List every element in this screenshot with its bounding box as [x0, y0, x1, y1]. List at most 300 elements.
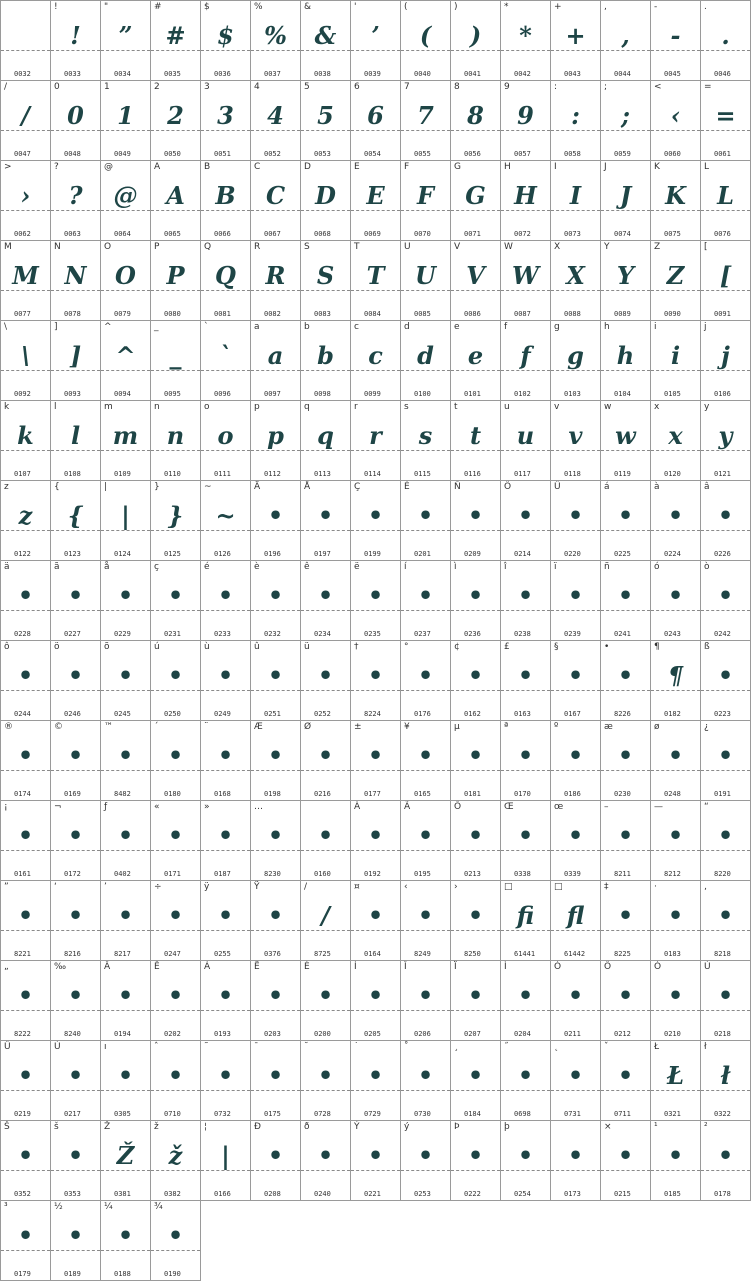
glyph-cell-0058[interactable] — [551, 81, 601, 161]
char-code: 0043 — [564, 70, 581, 78]
glyph-cell-0225[interactable] — [601, 481, 651, 561]
char-code: 0071 — [464, 230, 481, 238]
char-label: A — [154, 162, 161, 172]
glyph-cell-0204[interactable] — [501, 961, 551, 1041]
glyph-cell-0184[interactable] — [451, 1041, 501, 1121]
glyph-cell-0163[interactable] — [501, 641, 551, 721]
glyph-cell-0255[interactable] — [201, 881, 251, 961]
glyph-cell-0038[interactable] — [301, 1, 351, 81]
glyph-cell-0114[interactable] — [351, 401, 401, 481]
glyph-cell-8249[interactable] — [401, 881, 451, 961]
char-code: 0230 — [614, 790, 631, 798]
glyph-cell-0197[interactable] — [301, 481, 351, 561]
glyph-cell-0206[interactable] — [401, 961, 451, 1041]
glyph-cell-0108[interactable] — [51, 401, 101, 481]
glyph-cell-0729[interactable] — [351, 1041, 401, 1121]
glyph-cell-0242[interactable] — [701, 561, 751, 641]
glyph-cell-0244[interactable] — [1, 641, 51, 721]
glyph-cell-0051[interactable] — [201, 81, 251, 161]
glyph-cell-0207[interactable] — [451, 961, 501, 1041]
glyph-cell-0085[interactable] — [401, 241, 451, 321]
glyph-cell-0055[interactable] — [401, 81, 451, 161]
char-code: 0034 — [114, 70, 131, 78]
glyph-cell-8211[interactable] — [601, 801, 651, 881]
char-label: E — [354, 162, 360, 172]
glyph-cell-0236[interactable] — [451, 561, 501, 641]
char-code: 0046 — [714, 70, 731, 78]
char-code: 0111 — [214, 470, 231, 478]
glyph-cell-0094[interactable] — [101, 321, 151, 401]
glyph-cell-0213[interactable] — [451, 801, 501, 881]
glyph-cell-0090[interactable] — [651, 241, 701, 321]
char-code: 0055 — [414, 150, 431, 158]
glyph-cell-0076[interactable] — [701, 161, 751, 241]
glyph-cell-0091[interactable] — [701, 241, 751, 321]
glyph-cell-0123[interactable] — [51, 481, 101, 561]
glyph-cell-0164[interactable] — [351, 881, 401, 961]
glyph-cell-0222[interactable] — [451, 1121, 501, 1201]
glyph-cell-0224[interactable] — [651, 481, 701, 561]
glyph-cell-0182[interactable] — [651, 641, 701, 721]
glyph-cell-0322[interactable] — [701, 1041, 751, 1121]
glyph-cell-0102[interactable] — [501, 321, 551, 401]
glyph-cell-0162[interactable] — [451, 641, 501, 721]
glyph-cell-0193[interactable] — [201, 961, 251, 1041]
glyph-cell-0175[interactable] — [251, 1041, 301, 1121]
glyph-cell-0100[interactable] — [401, 321, 451, 401]
glyph-cell-0109[interactable] — [101, 401, 151, 481]
glyph-cell-8225[interactable] — [601, 881, 651, 961]
glyph-cell-0217[interactable] — [51, 1041, 101, 1121]
glyph-cell-0080[interactable] — [151, 241, 201, 321]
glyph-preview: • — [217, 821, 234, 850]
char-code: 0050 — [164, 150, 181, 158]
glyph-cell-0105[interactable] — [651, 321, 701, 401]
glyph-cell-0172[interactable] — [51, 801, 101, 881]
glyph-cell-0200[interactable] — [301, 961, 351, 1041]
glyph-cell-0087[interactable] — [501, 241, 551, 321]
glyph-cell-0066[interactable] — [201, 161, 251, 241]
glyph-cell-0710[interactable] — [151, 1041, 201, 1121]
glyph-cell-0160[interactable] — [301, 801, 351, 881]
glyph-cell-0041[interactable] — [451, 1, 501, 81]
glyph-cell-0238[interactable] — [501, 561, 551, 641]
glyph-preview: • — [667, 581, 684, 610]
char-label: W — [504, 242, 513, 252]
glyph-cell-0062[interactable] — [1, 161, 51, 241]
glyph-cell-0215[interactable] — [601, 1121, 651, 1201]
glyph-cell-0057[interactable] — [501, 81, 551, 161]
glyph-preview: • — [417, 901, 434, 930]
char-code: 0165 — [414, 790, 431, 798]
glyph-cell-0339[interactable] — [551, 801, 601, 881]
glyph-cell-0064[interactable] — [101, 161, 151, 241]
glyph-cell-0180[interactable] — [151, 721, 201, 801]
glyph-cell-0110[interactable] — [151, 401, 201, 481]
glyph-cell-0731[interactable] — [551, 1041, 601, 1121]
glyph-cell-61442[interactable] — [551, 881, 601, 961]
char-label: ¾ — [154, 1202, 163, 1212]
char-label: ˇ — [604, 1042, 609, 1052]
glyph-cell-8216[interactable] — [51, 881, 101, 961]
glyph-cell-0232[interactable] — [251, 561, 301, 641]
glyph-cell-0077[interactable] — [1, 241, 51, 321]
glyph-cell-0230[interactable] — [601, 721, 651, 801]
glyph-cell-0231[interactable] — [151, 561, 201, 641]
glyph-cell-0063[interactable] — [51, 161, 101, 241]
char-code: 0051 — [214, 150, 231, 158]
char-label: — — [654, 802, 663, 812]
char-code: 0731 — [564, 1110, 581, 1118]
glyph-cell-0221[interactable] — [351, 1121, 401, 1201]
glyph-cell-0196[interactable] — [251, 481, 301, 561]
glyph-cell-0352[interactable] — [1, 1121, 51, 1201]
glyph-cell-0061[interactable] — [701, 81, 751, 161]
glyph-cell-0103[interactable] — [551, 321, 601, 401]
glyph-cell-61441[interactable] — [501, 881, 551, 961]
glyph-cell-0202[interactable] — [151, 961, 201, 1041]
glyph-cell-0376[interactable] — [251, 881, 301, 961]
glyph-cell-0049[interactable] — [101, 81, 151, 161]
glyph-cell-0192[interactable] — [351, 801, 401, 881]
char-code: 0382 — [164, 1190, 181, 1198]
glyph-cell-0173[interactable] — [551, 1121, 601, 1201]
glyph-cell-0107[interactable] — [1, 401, 51, 481]
char-code: 0094 — [114, 390, 131, 398]
char-code: 0053 — [314, 150, 331, 158]
glyph-cell-0050[interactable] — [151, 81, 201, 161]
glyph-cell-0209[interactable] — [451, 481, 501, 561]
glyph-cell-0126[interactable] — [201, 481, 251, 561]
glyph-cell-0073[interactable] — [551, 161, 601, 241]
glyph-cell-0046[interactable] — [701, 1, 751, 81]
glyph-cell-0177[interactable] — [351, 721, 401, 801]
glyph-cell-0235[interactable] — [351, 561, 401, 641]
glyph-cell-0170[interactable] — [501, 721, 551, 801]
glyph-cell-0237[interactable] — [401, 561, 451, 641]
glyph-cell-8217[interactable] — [101, 881, 151, 961]
char-code: 0237 — [414, 630, 431, 638]
glyph-cell-0228[interactable] — [1, 561, 51, 641]
char-label: ó — [654, 562, 660, 572]
glyph-cell-0101[interactable] — [451, 321, 501, 401]
glyph-cell-0168[interactable] — [201, 721, 251, 801]
char-label: t — [454, 402, 458, 412]
glyph-cell-0113[interactable] — [301, 401, 351, 481]
glyph-cell-8725[interactable] — [301, 881, 351, 961]
glyph-cell-0732[interactable] — [201, 1041, 251, 1121]
char-label: ] — [54, 322, 58, 332]
glyph-cell-0036[interactable] — [201, 1, 251, 81]
glyph-cell-0174[interactable] — [1, 721, 51, 801]
glyph-cell-0037[interactable] — [251, 1, 301, 81]
glyph-cell-0097[interactable] — [251, 321, 301, 401]
char-label: º — [554, 722, 559, 732]
glyph-cell-0112[interactable] — [251, 401, 301, 481]
glyph-preview: ” — [118, 21, 133, 50]
glyph-cell-0338[interactable] — [501, 801, 551, 881]
glyph-cell-0052[interactable] — [251, 81, 301, 161]
glyph-cell-0199[interactable] — [351, 481, 401, 561]
glyph-cell-0079[interactable] — [101, 241, 151, 321]
glyph-cell-0208[interactable] — [251, 1121, 301, 1201]
glyph-preview: • — [517, 661, 534, 690]
glyph-cell-0072[interactable] — [501, 161, 551, 241]
glyph-cell-0254[interactable] — [501, 1121, 551, 1201]
glyph-preview: O — [115, 261, 136, 290]
glyph-cell-0119[interactable] — [601, 401, 651, 481]
char-code: 0190 — [164, 1270, 181, 1278]
glyph-cell-0095[interactable] — [151, 321, 201, 401]
char-label: ÿ — [204, 882, 210, 892]
glyph-cell-0054[interactable] — [351, 81, 401, 161]
glyph-cell-0216[interactable] — [301, 721, 351, 801]
glyph-cell-0034[interactable] — [101, 1, 151, 81]
glyph-cell-8250[interactable] — [451, 881, 501, 961]
glyph-cell-0070[interactable] — [401, 161, 451, 241]
glyph-preview: • — [517, 821, 534, 850]
char-label: o — [204, 402, 210, 412]
char-label: ˚ — [404, 1042, 409, 1052]
char-code: 0170 — [514, 790, 531, 798]
glyph-cell-0121[interactable] — [701, 401, 751, 481]
glyph-cell-0088[interactable] — [551, 241, 601, 321]
glyph-cell-0711[interactable] — [601, 1041, 651, 1121]
glyph-cell-0089[interactable] — [601, 241, 651, 321]
glyph-cell-0098[interactable] — [301, 321, 351, 401]
glyph-cell-0048[interactable] — [51, 81, 101, 161]
glyph-cell-0195[interactable] — [401, 801, 451, 881]
glyph-cell-0045[interactable] — [651, 1, 701, 81]
glyph-cell-0229[interactable] — [101, 561, 151, 641]
glyph-cell-8218[interactable] — [701, 881, 751, 961]
glyph-cell-8220[interactable] — [701, 801, 751, 881]
glyph-cell-0210[interactable] — [651, 961, 701, 1041]
glyph-preview: { — [67, 501, 84, 530]
glyph-cell-0248[interactable] — [651, 721, 701, 801]
glyph-cell-0093[interactable] — [51, 321, 101, 401]
glyph-cell-0239[interactable] — [551, 561, 601, 641]
glyph-cell-8482[interactable] — [101, 721, 151, 801]
glyph-cell-0040[interactable] — [401, 1, 451, 81]
glyph-cell-0194[interactable] — [101, 961, 151, 1041]
glyph-cell-0321[interactable] — [651, 1041, 701, 1121]
char-label: @ — [104, 162, 113, 172]
glyph-cell-0188[interactable] — [101, 1201, 151, 1281]
glyph-cell-0042[interactable] — [501, 1, 551, 81]
glyph-cell-0169[interactable] — [51, 721, 101, 801]
glyph-cell-0201[interactable] — [401, 481, 451, 561]
glyph-cell-8240[interactable] — [51, 961, 101, 1041]
glyph-cell-0191[interactable] — [701, 721, 751, 801]
char-label: ¸ — [454, 1042, 459, 1052]
glyph-cell-0032[interactable] — [1, 1, 51, 81]
glyph-cell-0203[interactable] — [251, 961, 301, 1041]
char-code: 0076 — [714, 230, 731, 238]
glyph-preview: • — [617, 741, 634, 770]
glyph-cell-0171[interactable] — [151, 801, 201, 881]
glyph-cell-0211[interactable] — [551, 961, 601, 1041]
glyph-cell-0116[interactable] — [451, 401, 501, 481]
char-code: 0234 — [314, 630, 331, 638]
glyph-cell-0186[interactable] — [551, 721, 601, 801]
glyph-cell-8226[interactable] — [601, 641, 651, 721]
glyph-cell-0074[interactable] — [601, 161, 651, 241]
glyph-cell-0305[interactable] — [101, 1041, 151, 1121]
glyph-cell-0240[interactable] — [301, 1121, 351, 1201]
char-label: ¶ — [654, 642, 660, 652]
glyph-cell-0247[interactable] — [151, 881, 201, 961]
glyph-cell-0067[interactable] — [251, 161, 301, 241]
glyph-cell-0382[interactable] — [151, 1121, 201, 1201]
glyph-cell-0245[interactable] — [101, 641, 151, 721]
glyph-cell-0250[interactable] — [151, 641, 201, 721]
glyph-preview: • — [667, 1141, 684, 1170]
glyph-cell-0181[interactable] — [451, 721, 501, 801]
glyph-cell-0246[interactable] — [51, 641, 101, 721]
char-code: 0080 — [164, 310, 181, 318]
glyph-cell-0187[interactable] — [201, 801, 251, 881]
glyph-cell-0234[interactable] — [301, 561, 351, 641]
glyph-cell-0068[interactable] — [301, 161, 351, 241]
glyph-cell-0069[interactable] — [351, 161, 401, 241]
glyph-cell-0226[interactable] — [701, 481, 751, 561]
glyph-cell-0189[interactable] — [51, 1201, 101, 1281]
glyph-cell-0214[interactable] — [501, 481, 551, 561]
glyph-cell-0082[interactable] — [251, 241, 301, 321]
glyph-cell-0084[interactable] — [351, 241, 401, 321]
glyph-cell-0071[interactable] — [451, 161, 501, 241]
glyph-cell-0251[interactable] — [251, 641, 301, 721]
glyph-cell-8212[interactable] — [651, 801, 701, 881]
char-label: ì — [454, 562, 457, 572]
glyph-preview: o — [217, 421, 234, 450]
glyph-cell-0252[interactable] — [301, 641, 351, 721]
char-label: Á — [204, 962, 211, 972]
glyph-cell-0183[interactable] — [651, 881, 701, 961]
glyph-cell-0402[interactable] — [101, 801, 151, 881]
glyph-cell-0099[interactable] — [351, 321, 401, 401]
glyph-cell-0125[interactable] — [151, 481, 201, 561]
glyph-cell-0218[interactable] — [701, 961, 751, 1041]
glyph-cell-0165[interactable] — [401, 721, 451, 801]
glyph-cell-0243[interactable] — [651, 561, 701, 641]
glyph-cell-0198[interactable] — [251, 721, 301, 801]
glyph-cell-0060[interactable] — [651, 81, 701, 161]
glyph-cell-0249[interactable] — [201, 641, 251, 721]
glyph-cell-0081[interactable] — [201, 241, 251, 321]
glyph-cell-0179[interactable] — [1, 1201, 51, 1281]
char-code: 0048 — [64, 150, 81, 158]
char-label: Ë — [254, 962, 260, 972]
char-code: 0236 — [464, 630, 481, 638]
glyph-cell-0381[interactable] — [101, 1121, 151, 1201]
char-code: 0078 — [64, 310, 81, 318]
glyph-cell-8222[interactable] — [1, 961, 51, 1041]
glyph-cell-0104[interactable] — [601, 321, 651, 401]
glyph-cell-0728[interactable] — [301, 1041, 351, 1121]
char-label: ô — [4, 642, 10, 652]
char-code: 8220 — [714, 870, 731, 878]
glyph-cell-0035[interactable] — [151, 1, 201, 81]
glyph-cell-0039[interactable] — [351, 1, 401, 81]
char-code: 0189 — [64, 1270, 81, 1278]
glyph-cell-0043[interactable] — [551, 1, 601, 81]
glyph-cell-0056[interactable] — [451, 81, 501, 161]
glyph-cell-0078[interactable] — [51, 241, 101, 321]
glyph-cell-0219[interactable] — [1, 1041, 51, 1121]
glyph-cell-0065[interactable] — [151, 161, 201, 241]
glyph-cell-0044[interactable] — [601, 1, 651, 81]
glyph-cell-0698[interactable] — [501, 1041, 551, 1121]
char-code: 0201 — [414, 550, 431, 558]
glyph-cell-0166[interactable] — [201, 1121, 251, 1201]
char-code: 0197 — [314, 550, 331, 558]
glyph-cell-0730[interactable] — [401, 1041, 451, 1121]
glyph-cell-8224[interactable] — [351, 641, 401, 721]
glyph-cell-0115[interactable] — [401, 401, 451, 481]
glyph-cell-0117[interactable] — [501, 401, 551, 481]
glyph-cell-0120[interactable] — [651, 401, 701, 481]
char-label: µ — [454, 722, 460, 732]
glyph-cell-0033[interactable] — [51, 1, 101, 81]
glyph-cell-0212[interactable] — [601, 961, 651, 1041]
glyph-cell-0083[interactable] — [301, 241, 351, 321]
glyph-cell-0106[interactable] — [701, 321, 751, 401]
glyph-cell-0185[interactable] — [651, 1121, 701, 1201]
char-label: ã — [54, 562, 60, 572]
glyph-preview: c — [368, 341, 383, 370]
char-label: þ — [504, 1122, 510, 1132]
glyph-cell-0124[interactable] — [101, 481, 151, 561]
glyph-cell-0353[interactable] — [51, 1121, 101, 1201]
glyph-cell-0167[interactable] — [551, 641, 601, 721]
glyph-cell-0111[interactable] — [201, 401, 251, 481]
glyph-cell-0190[interactable] — [151, 1201, 201, 1281]
glyph-cell-0075[interactable] — [651, 161, 701, 241]
glyph-preview: v — [568, 421, 583, 450]
glyph-cell-0053[interactable] — [301, 81, 351, 161]
glyph-cell-0047[interactable] — [1, 81, 51, 161]
glyph-cell-0118[interactable] — [551, 401, 601, 481]
glyph-cell-0086[interactable] — [451, 241, 501, 321]
glyph-cell-0178[interactable] — [701, 1121, 751, 1201]
glyph-preview: • — [667, 501, 684, 530]
glyph-cell-0241[interactable] — [601, 561, 651, 641]
glyph-cell-0223[interactable] — [701, 641, 751, 721]
glyph-cell-0176[interactable] — [401, 641, 451, 721]
char-label: § — [554, 642, 559, 652]
glyph-cell-0253[interactable] — [401, 1121, 451, 1201]
char-label: D — [304, 162, 311, 172]
glyph-cell-0059[interactable] — [601, 81, 651, 161]
glyph-cell-8221[interactable] — [1, 881, 51, 961]
glyph-preview: V — [466, 261, 485, 290]
glyph-cell-0161[interactable] — [1, 801, 51, 881]
glyph-preview: • — [317, 981, 334, 1010]
glyph-cell-0227[interactable] — [51, 561, 101, 641]
glyph-cell-0220[interactable] — [551, 481, 601, 561]
glyph-cell-0233[interactable] — [201, 561, 251, 641]
glyph-cell-0096[interactable] — [201, 321, 251, 401]
glyph-cell-0205[interactable] — [351, 961, 401, 1041]
glyph-cell-0122[interactable] — [1, 481, 51, 561]
char-label: ” — [4, 882, 9, 892]
glyph-cell-0092[interactable] — [1, 321, 51, 401]
char-code: 0095 — [164, 390, 181, 398]
glyph-preview: • — [267, 741, 284, 770]
glyph-cell-8230[interactable] — [251, 801, 301, 881]
